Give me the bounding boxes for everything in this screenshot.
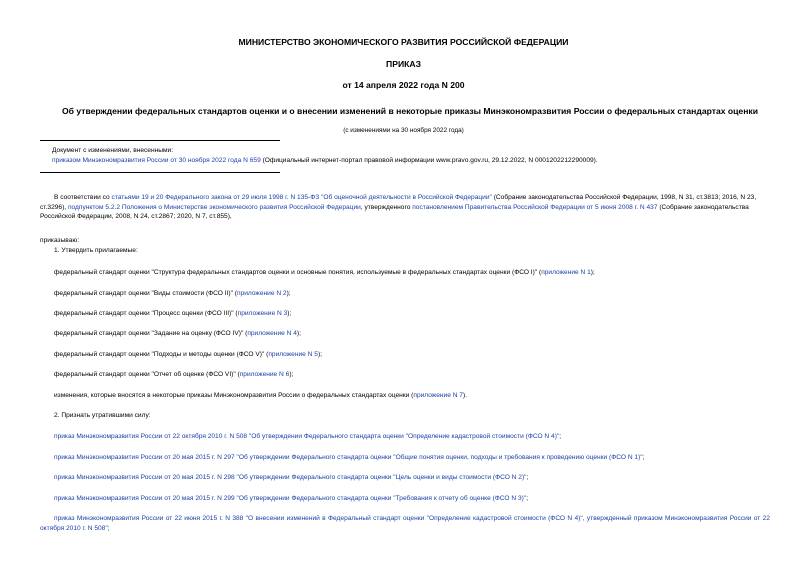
repealed-order-link[interactable]: приказ Минэкономразвития России от 20 мая 2015 г. N 299 "Об утверждении Федерального стандарта оценки "Требования к отчету об оценке (ФСО N 3)" [54,495,527,502]
amendments-line [52,156,598,166]
amendments-label: Документ с изменениями, внесенными: [52,147,174,154]
orders-word: приказываю: [40,237,80,244]
resolution-link[interactable]: постановлением Правительства Российской Федерации от 5 июня 2008 г. N 437 [412,203,658,211]
ministry-heading: МИНИСТЕРСТВО ЭКОНОМИЧЕСКОГО РАЗВИТИЯ РОССИЙСКОЙ ФЕДЕРАЦИИ [238,37,569,47]
repealed-order-link[interactable]: приказ Минэкономразвития России от 20 мая 2015 г. N 298 "Об утверждении Федерального стандарта оценки "Цель оценки и виды стоимости (ФСО N 2)" [54,474,527,481]
standard-item: федеральный стандарт оценки "Процесс оценки (ФСО III)" (приложение N 3); [54,310,292,317]
annex-link[interactable]: приложение N 4 [247,330,297,337]
document-title: Об утверждении федеральных стандартов оценки и о внесении изменений в некоторые приказы Минэкономразвития России о федеральных стандартах оценки [62,106,758,116]
annex-link[interactable]: приложение N 5 [268,351,318,358]
repealed-item: приказ Минэкономразвития России от 20 мая 2015 г. N 297 "Об утверждении Федерального стандарта оценки "Общие понятия оценки, подходы и требования к проведению оценки (ФСО N 1)"; [54,454,645,461]
repealed-order-link[interactable]: приказ Минэкономразвития России от 22 октября 2010 г. N 508 "Об утверждении Федерального стандарта оценки "Определение кадастровой стоимости (ФСО N 4)" [54,433,560,440]
annex-link[interactable]: приложение N 2 [236,290,287,297]
changes-note: (с изменениями на 30 ноября 2022 года) [343,127,464,134]
annex-link[interactable]: приложение N 1 [541,269,591,276]
repealed-item: приказ Минэкономразвития России от 22 июня 2015 г. N 388 "О внесении изменений в Федеральный стандарт оценки "Определение кадастровой стоимости (ФСО N 4)", утвержденный приказом Минэкономразвития России от 22 октября 2010 г. N 508"; [40,515,770,532]
item2-heading: 2. Признать утратившими силу: [54,412,151,419]
date-number-heading: от 14 апреля 2022 года N 200 [342,80,465,90]
annex-link[interactable]: приложение N 3 [237,310,288,317]
annex-link[interactable]: приложение N 6 [239,371,290,378]
standard-item: федеральный стандарт оценки "Структура федеральных стандартов оценки и основные понятия, используемые в федеральных стандартах оценки (ФСО I)" (приложение N 1); [54,269,595,276]
item1-heading: 1. Утвердить прилагаемые: [54,247,138,254]
standard-item: федеральный стандарт оценки "Виды стоимости (ФСО II)" (приложение N 2); [54,290,291,297]
repealed-item: приказ Минэкономразвития России от 22 октября 2010 г. N 508 "Об утверждении Федерального стандарта оценки "Определение кадастровой стоимости (ФСО N 4)"; [54,433,562,440]
standard-item: федеральный стандарт оценки "Задание на оценку (ФСО IV)" (приложение N 4); [54,330,301,337]
divider-top [40,140,280,141]
repealed-item: приказ Минэкономразвития России от 20 мая 2015 г. N 299 "Об утверждении Федерального стандарта оценки "Требования к отчету об оценке (ФСО N 3)"; [54,495,529,502]
standard-item: федеральный стандарт оценки "Подходы и методы оценки (ФСО V)" (приложение N 5); [54,351,322,358]
repealed-order-link[interactable]: приказ Минэкономразвития России от 20 мая 2015 г. N 297 "Об утверждении Федерального стандарта оценки "Общие понятия оценки, подходы и требования к проведению оценки (ФСО N 1)" [54,454,643,461]
law-link[interactable]: статьями 19 и 20 Федерального закона от 29 июля 1998 г. N 135-ФЗ "Об оценочной деятельности в Российской Федерации" [111,194,492,201]
amendment-link[interactable]: приказом Минэкономразвития России от 30 ноября 2022 года N 659 [52,157,261,164]
standard-item: изменения, которые вносятся в некоторые приказы Минэкономразвития России о федеральных стандартах оценки (приложение N 7). [54,392,468,399]
amendment-source: (Официальный интернет-портал правовой информации www.pravo.gov.ru, 29.12.2022, N 0001202212290009). [260,157,598,164]
doc-type-heading: ПРИКАЗ [386,59,421,69]
repealed-order-link[interactable]: приказ Минэкономразвития России от 22 июня 2015 г. N 388 "О внесении изменений в Федеральный стандарт оценки "Определение кадастровой стоимости (ФСО N 4)", утвержденный приказом Минэкономразвития России от 22 октября 2010 г. N 508" [40,515,770,532]
annex-link[interactable]: приложение N 7 [413,392,463,399]
divider-bottom [40,172,280,173]
regulation-link[interactable]: подпунктом 5.2.2 Положения о Министерстве экономического развития Российской Федерации [67,203,361,211]
standard-item: федеральный стандарт оценки "Отчет об оценке (ФСО VI)" (приложение N 6); [54,371,294,378]
repealed-item: приказ Минэкономразвития России от 20 мая 2015 г. N 298 "Об утверждении Федерального стандарта оценки "Цель оценки и виды стоимости (ФСО N 2)"; [54,474,529,481]
preamble-paragraph: В соответствии со статьями 19 и 20 Федерального закона от 29 июля 1998 г. N 135-ФЗ "Об оценочной деятельности в Российской Федерации" (Собрание законодательства Российской Федерации, 1998, N 31, ст.3813; 2016, N 23, ст.3296), подпунктом 5.2.2 Положения о Министерстве экономического развития Российской Федерации, утвержденного постановлением Правительства Российской Федерации от 5 июня 2008 г. N 437 (Собрание законодательства Российской Федерации, 2008, N 24, ст.2867; 2020, N 7, ст.855), [40,194,757,221]
